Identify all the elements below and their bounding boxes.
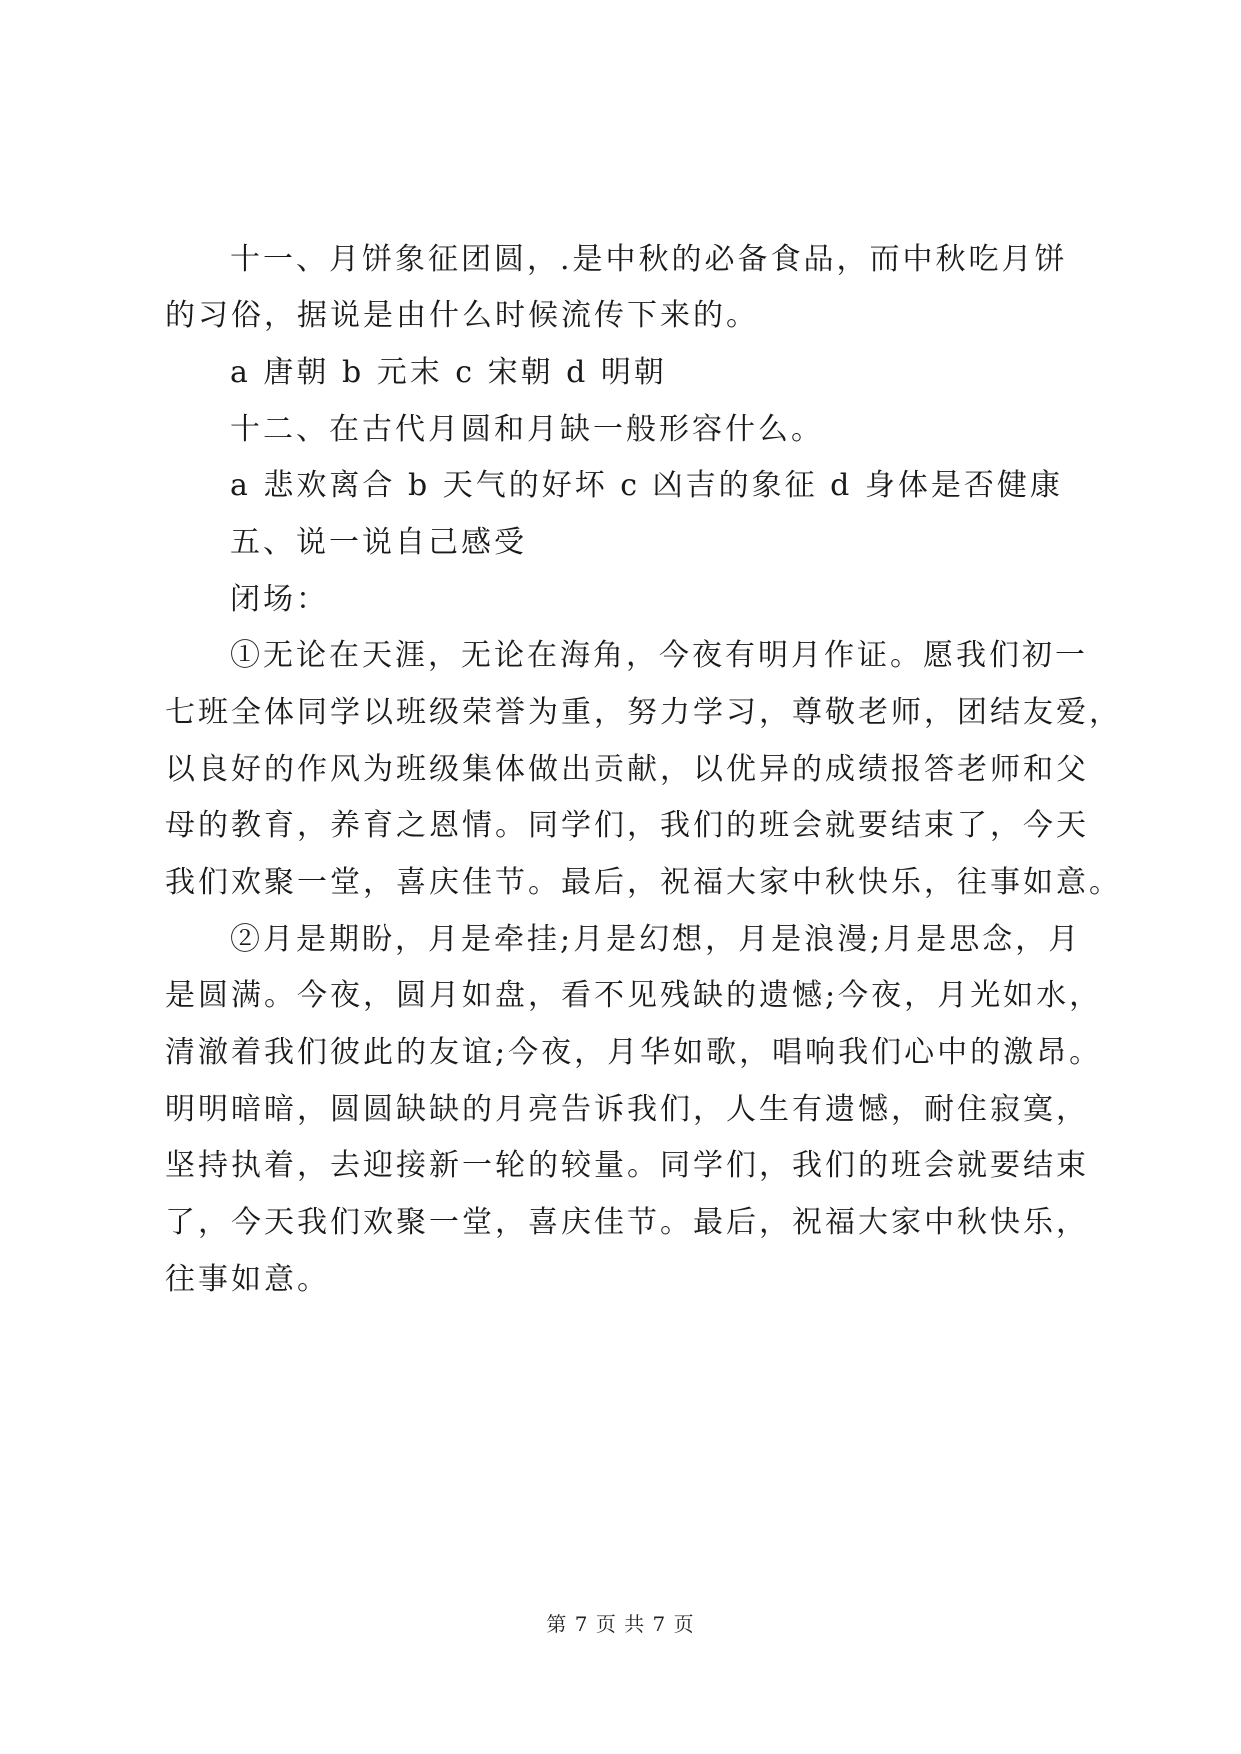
section-heading-closing: 闭场： <box>230 582 329 617</box>
closing-paragraph-1-line-3: 以良好的作风为班级集体做出贡献，以优异的成绩报答老师和父 <box>165 752 1089 787</box>
closing-paragraph-2-line-6: 了，今天我们欢聚一堂，喜庆佳节。最后，祝福大家中秋快乐， <box>165 1205 1089 1240</box>
closing-paragraph-2-line-2: 是圆满。今夜，圆月如盘，看不见残缺的遗憾;今夜，月光如水， <box>165 978 1103 1013</box>
closing-paragraph-2-line-3: 清澈着我们彼此的友谊;今夜，月华如歌，唱响我们心中的激昂。 <box>165 1035 1103 1070</box>
closing-paragraph-1-line-4: 母的教育，养育之恩情。同学们，我们的班会就要结束了，今天 <box>165 808 1089 843</box>
closing-paragraph-2-line-4: 明明暗暗，圆圆缺缺的月亮告诉我们，人生有遗憾，耐住寂寞， <box>165 1092 1089 1127</box>
closing-paragraph-2-line-7: 往事如意。 <box>165 1262 330 1297</box>
question-11-options: a 唐朝 b 元末 c 宋朝 d 明朝 <box>230 355 667 390</box>
question-11-line-1: 十一、月饼象征团圆，.是中秋的必备食品，而中秋吃月饼 <box>230 242 1068 277</box>
page-number-footer: 第 7 页 共 7 页 <box>546 1612 695 1636</box>
closing-paragraph-1-line-5: 我们欢聚一堂，喜庆佳节。最后，祝福大家中秋快乐，往事如意。 <box>165 865 1122 900</box>
question-12-options: a 悲欢离合 b 天气的好坏 c 凶吉的象征 d 身体是否健康 <box>230 468 1063 503</box>
question-11-line-2: 的习俗，据说是由什么时候流传下来的。 <box>165 298 759 333</box>
question-12: 十二、在古代月圆和月缺一般形容什么。 <box>230 412 824 447</box>
closing-paragraph-2-line-1: ②月是期盼，月是牵挂;月是幻想，月是浪漫;月是思念，月 <box>230 922 1082 957</box>
closing-paragraph-2-line-5: 坚持执着，去迎接新一轮的较量。同学们，我们的班会就要结束 <box>165 1148 1089 1183</box>
closing-paragraph-1-line-2: 七班全体同学以班级荣誉为重，努力学习，尊敬老师，团结友爱， <box>165 695 1122 730</box>
closing-paragraph-1-line-1: ①无论在天涯，无论在海角，今夜有明月作证。愿我们初一 <box>230 638 1088 673</box>
section-heading-feelings: 五、说一说自己感受 <box>230 525 527 560</box>
